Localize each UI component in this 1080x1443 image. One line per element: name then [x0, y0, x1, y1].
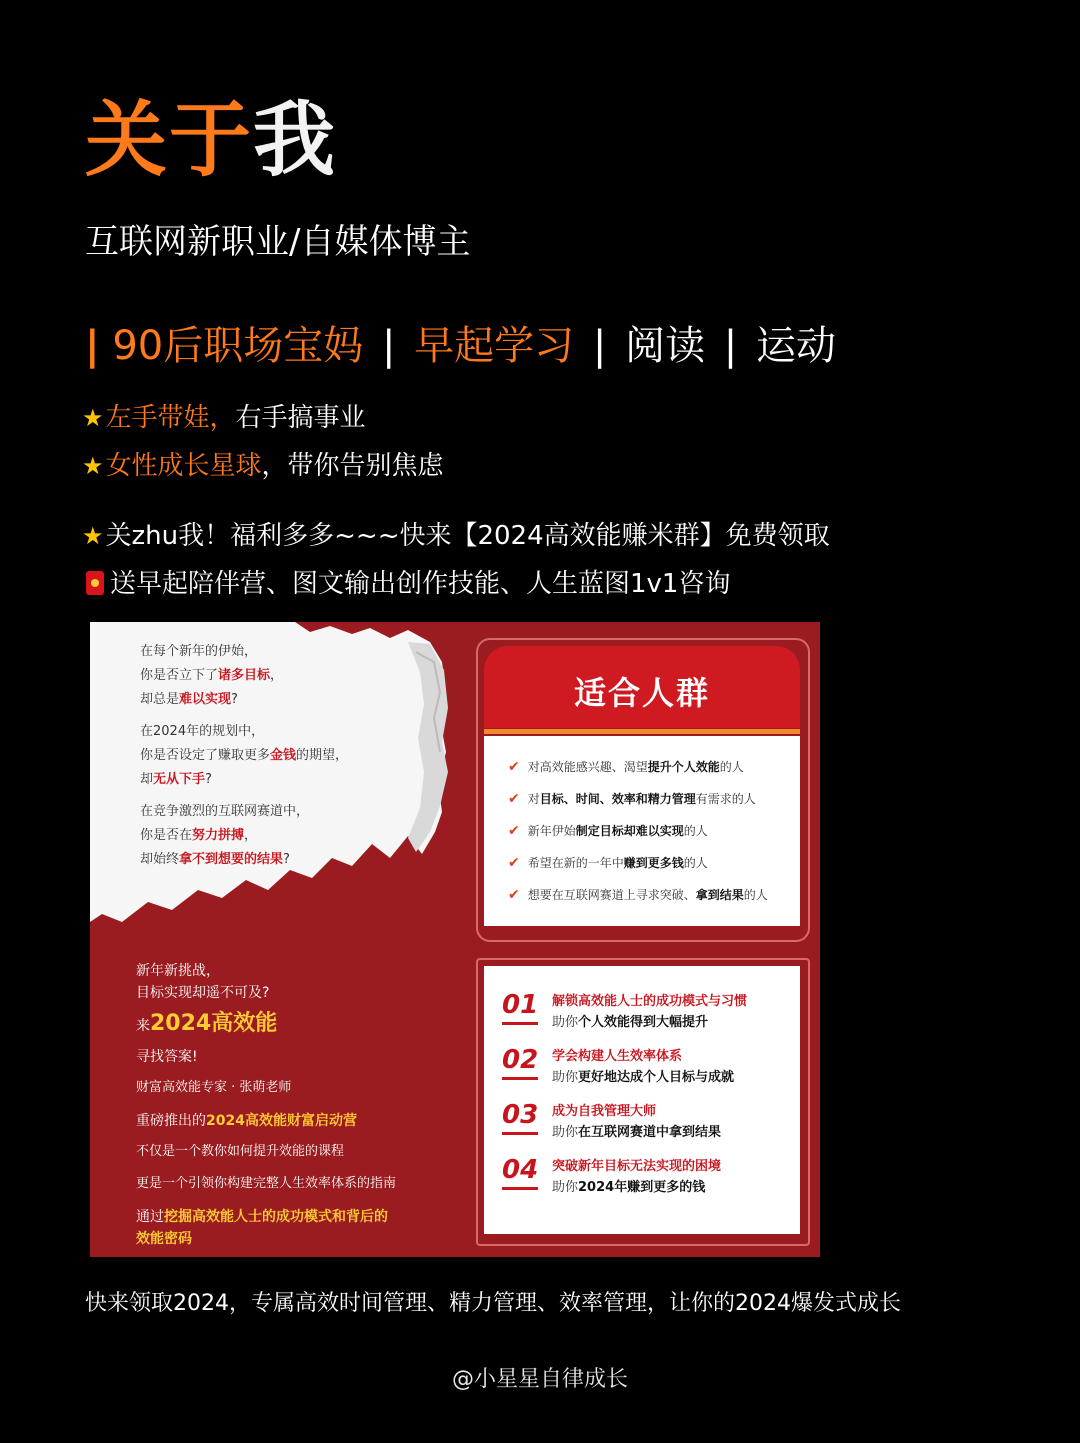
tagline-accent-bar: |	[85, 323, 100, 369]
torn-paper-panel	[90, 622, 452, 934]
poster-headline: 来2024高效能	[136, 1011, 278, 1036]
poster-left-line: 更是一个引领你构建完整人生效率体系的指南	[136, 1176, 397, 1191]
audience-card-title: 适合人群	[573, 674, 710, 712]
item-number: 02	[502, 1045, 539, 1075]
check-icon: ✔	[508, 791, 520, 807]
item-number: 01	[502, 990, 539, 1020]
tagline-item-2: 早起学习	[414, 323, 575, 369]
page-title	[85, 93, 338, 188]
audience-card	[476, 638, 810, 942]
intro-line-1: ★左手带娃，右手搞事业	[82, 403, 366, 433]
tagline-item-1: 90后职场宝妈	[112, 323, 364, 369]
paper-paragraph-3: 在竞争激烈的互联网赛道中， 你是否在努力拼搏， 却始终拿不到想要的结果?	[140, 804, 310, 868]
tagline-item-3: 阅读	[625, 323, 706, 369]
item-number: 03	[502, 1100, 539, 1130]
poster-left-line: 不仅是一个教你如何提升效能的课程	[136, 1144, 345, 1159]
course-poster-image	[90, 622, 820, 1257]
tagline-separator: |	[381, 323, 396, 369]
list-item: ✔ 想要在互联网赛道上寻求突破、拿到结果的人	[508, 887, 768, 903]
check-icon: ✔	[508, 823, 520, 839]
check-icon: ✔	[508, 759, 520, 775]
subtitle: 互联网新职业/自媒体博主	[85, 222, 471, 262]
check-icon: ✔	[508, 855, 520, 871]
intro-line-2: ★女性成长星球，带你告别焦虑	[82, 451, 444, 481]
poster-left-text: 新年新挑战， 目标实现却遥不可及?	[136, 963, 270, 1002]
tagline-separator: |	[592, 323, 607, 369]
title-part-white: 我	[253, 93, 338, 188]
check-icon: ✔	[508, 887, 520, 903]
benefits-list: 01 解锁高效能人士的成功模式与习惯 助你个人效能得到大幅提升 02 学会构建人生效率体系 助你更好地达成个人目标与成就 03 成为自我管理大师 助你在互联网赛道中拿到结果 04 突破新年目标无法实现的困境 助你2024年赚到更多的钱	[484, 966, 800, 1234]
tagline	[85, 322, 836, 370]
poster-left-line: 寻找答案!	[136, 1049, 198, 1065]
paper-paragraph-1: 在每个新年的伊始， 你是否立下了诸多目标， 却总是难以实现?	[140, 644, 284, 708]
star-icon: ★	[82, 452, 104, 480]
poster-left-line: 重磅推出的2024高效能财富启动营	[136, 1113, 357, 1129]
list-item: ✔ 对目标、时间、效率和精力管理有需求的人	[508, 791, 756, 807]
list-item: ✔ 新年伊始制定目标却难以实现的人	[508, 823, 708, 839]
divider	[484, 729, 800, 734]
benefits-card	[476, 958, 810, 1246]
tagline-item-4: 运动	[756, 323, 836, 369]
intro-line-4: 送早起陪伴营、图文输出创作技能、人生蓝图1v1咨询	[82, 569, 730, 600]
poster-left-line: 财富高效能专家 · 张萌老师	[136, 1080, 292, 1095]
list-item: ✔ 希望在新的一年中赚到更多钱的人	[508, 855, 708, 871]
paper-paragraph-2: 在2024年的规划中， 你是否设定了赚取更多金钱的期望， 却无从下手?	[140, 724, 349, 788]
author-handle: @小星星自律成长	[451, 1367, 628, 1392]
audience-list	[484, 736, 800, 926]
closing-text: 快来领取2024，专属高效时间管理、精力管理、效率管理，让你的2024爆发式成长	[85, 1291, 901, 1316]
tagline-separator: |	[723, 323, 738, 369]
list-item: ✔ 对高效能感兴趣、渴望提升个人效能的人	[508, 759, 744, 775]
star-icon: ★	[82, 522, 104, 550]
audience-card-header	[484, 646, 800, 728]
star-icon: ★	[82, 404, 104, 432]
red-envelope-icon	[86, 571, 104, 595]
intro-line-3: ★关zhu我！福利多多~~~快来【2024高效能赚米群】免费领取	[82, 521, 830, 551]
title-part-orange: 关于	[85, 93, 254, 188]
poster-left-line: 通过挖掘高效能人士的成功模式和背后的 效能密码	[136, 1209, 388, 1248]
item-number: 04	[502, 1155, 539, 1185]
